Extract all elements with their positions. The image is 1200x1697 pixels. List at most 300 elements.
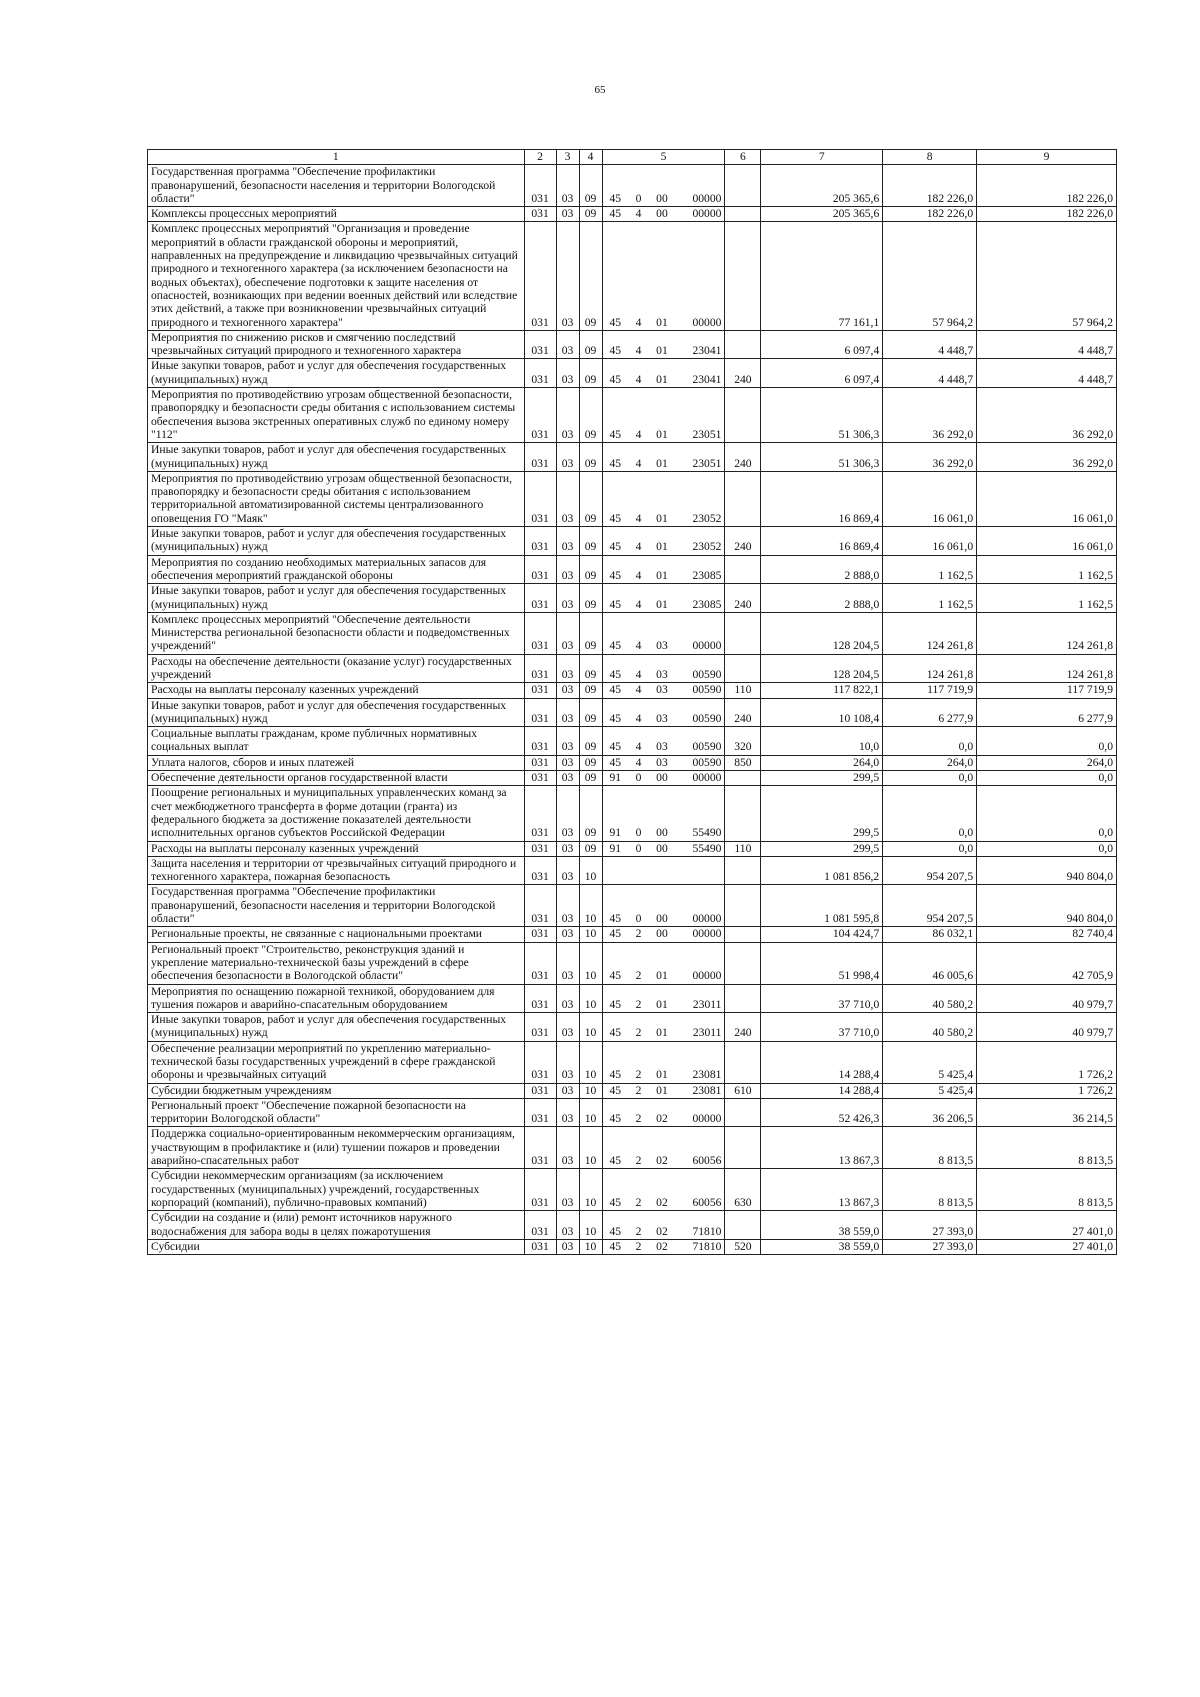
header-cell: 2 [524,150,556,165]
expense-type-code [725,330,761,359]
value-col7: 299,5 [761,841,883,856]
structure-code: 03 [649,654,675,683]
structure-code: 01 [649,443,675,472]
row-name: Мероприятия по противодействию угрозам общественной безопасности, правопорядку и безопасности среды обитания с использованием системы обеспечения вызова экстренных оперативных служб по единому номеру "112" [148,388,525,443]
subsection-code: 10 [579,1013,602,1042]
structure-code: 00 [649,927,675,942]
program-code: 45 [602,942,628,984]
expense-type-code: 320 [725,727,761,756]
value-col8: 182 226,0 [883,165,977,207]
section-code: 03 [556,927,579,942]
row-name: Расходы на выплаты персоналу казенных учреждений [148,841,525,856]
table-row [148,222,1117,330]
grbs-code: 031 [524,222,556,330]
grbs-code: 031 [524,856,556,885]
value-col8: 954 207,5 [883,885,977,927]
value-col8: 36 292,0 [883,388,977,443]
row-name: Иные закупки товаров, работ и услуг для обеспечения государственных (муниципальных) нужд [148,443,525,472]
value-col9: 124 261,8 [977,654,1117,683]
program-code: 45 [602,207,628,222]
subprogram-code: 0 [628,165,649,207]
row-name: Субсидии на создание и (или) ремонт источников наружного водоснабжения для забора воды в целях пожаротушения [148,1211,525,1240]
table-row [148,683,1117,698]
structure-code: 01 [649,527,675,556]
subsection-code: 10 [579,1098,602,1127]
expense-type-code: 850 [725,755,761,770]
value-col8: 1 162,5 [883,555,977,584]
section-code: 03 [556,683,579,698]
value-col9: 4 448,7 [977,330,1117,359]
structure-code: 01 [649,359,675,388]
expense-type-code: 240 [725,443,761,472]
value-col8: 16 061,0 [883,471,977,526]
direction-code: 71810 [675,1211,725,1240]
program-code: 45 [602,584,628,613]
structure-code: 01 [649,555,675,584]
program-code: 45 [602,527,628,556]
subsection-code: 09 [579,786,602,841]
value-col7: 37 710,0 [761,984,883,1013]
section-code: 03 [556,942,579,984]
expense-type-code: 240 [725,1013,761,1042]
value-col9: 40 979,7 [977,1013,1117,1042]
value-col8: 27 393,0 [883,1239,977,1254]
grbs-code: 031 [524,555,556,584]
value-col7: 37 710,0 [761,1013,883,1042]
table-row [148,471,1117,526]
value-col9: 36 214,5 [977,1098,1117,1127]
subprogram-code: 4 [628,443,649,472]
value-col9: 27 401,0 [977,1211,1117,1240]
subsection-code: 09 [579,683,602,698]
row-name: Региональные проекты, не связанные с национальными проектами [148,927,525,942]
subsection-code: 10 [579,1041,602,1083]
value-col8: 4 448,7 [883,330,977,359]
grbs-code: 031 [524,1211,556,1240]
row-name: Обеспечение деятельности органов государственной власти [148,771,525,786]
structure-code: 02 [649,1239,675,1254]
direction-code: 23011 [675,984,725,1013]
subsection-code: 10 [579,1127,602,1169]
direction-code: 00000 [675,165,725,207]
section-code: 03 [556,1098,579,1127]
structure-code: 01 [649,942,675,984]
row-name: Расходы на выплаты персоналу казенных учреждений [148,683,525,698]
table-row [148,1098,1117,1127]
direction-code: 23081 [675,1083,725,1098]
value-col9: 8 813,5 [977,1127,1117,1169]
direction-code: 23011 [675,1013,725,1042]
program-code: 45 [602,1169,628,1211]
page-number: 65 [594,84,606,96]
program-code: 45 [602,727,628,756]
program-code: 91 [602,841,628,856]
direction-code: 00000 [675,207,725,222]
header-cell: 6 [725,150,761,165]
expense-type-code [725,1041,761,1083]
value-col9: 1 726,2 [977,1041,1117,1083]
value-col7: 38 559,0 [761,1211,883,1240]
grbs-code: 031 [524,388,556,443]
section-code: 03 [556,612,579,654]
value-col7: 104 424,7 [761,927,883,942]
structure-code: 03 [649,683,675,698]
row-name: Иные закупки товаров, работ и услуг для обеспечения государственных (муниципальных) нужд [148,584,525,613]
expense-type-code: 110 [725,683,761,698]
grbs-code: 031 [524,942,556,984]
value-col9: 0,0 [977,727,1117,756]
value-col8: 57 964,2 [883,222,977,330]
subprogram-code: 2 [628,1169,649,1211]
section-code: 03 [556,786,579,841]
subprogram-code: 0 [628,841,649,856]
direction-code: 60056 [675,1169,725,1211]
grbs-code: 031 [524,786,556,841]
grbs-code: 031 [524,330,556,359]
subsection-code: 09 [579,359,602,388]
value-col9: 264,0 [977,755,1117,770]
row-name: Комплекс процессных мероприятий "Обеспечение деятельности Министерства региональной безопасности области и подведомственных учреждений" [148,612,525,654]
subsection-code: 09 [579,165,602,207]
subsection-code: 09 [579,771,602,786]
table-row [148,654,1117,683]
subprogram-code: 4 [628,222,649,330]
value-col7: 2 888,0 [761,555,883,584]
direction-code: 00590 [675,755,725,770]
section-code: 03 [556,654,579,683]
subprogram-code: 4 [628,207,649,222]
structure-code: 02 [649,1098,675,1127]
expense-type-code [725,165,761,207]
program-code: 45 [602,1098,628,1127]
value-col7: 205 365,6 [761,165,883,207]
value-col8: 16 061,0 [883,527,977,556]
grbs-code: 031 [524,527,556,556]
value-col8: 0,0 [883,841,977,856]
subsection-code: 09 [579,698,602,727]
table-row [148,527,1117,556]
subprogram-code: 2 [628,1013,649,1042]
table-row [148,927,1117,942]
program-code [602,856,628,885]
value-col7: 299,5 [761,771,883,786]
table-row [148,885,1117,927]
section-code: 03 [556,1127,579,1169]
row-name: Иные закупки товаров, работ и услуг для обеспечения государственных (муниципальных) нужд [148,1013,525,1042]
program-code: 45 [602,330,628,359]
program-code: 45 [602,984,628,1013]
value-col8: 40 580,2 [883,984,977,1013]
grbs-code: 031 [524,683,556,698]
subprogram-code: 4 [628,698,649,727]
expense-type-code [725,654,761,683]
subprogram-code: 4 [628,359,649,388]
section-code: 03 [556,1169,579,1211]
grbs-code: 031 [524,612,556,654]
section-code: 03 [556,1211,579,1240]
grbs-code: 031 [524,207,556,222]
subprogram-code: 4 [628,727,649,756]
subsection-code: 09 [579,841,602,856]
subsection-code: 09 [579,207,602,222]
section-code: 03 [556,388,579,443]
value-col7: 14 288,4 [761,1083,883,1098]
header-cell: 4 [579,150,602,165]
value-col7: 205 365,6 [761,207,883,222]
subprogram-code: 4 [628,683,649,698]
subsection-code: 10 [579,1083,602,1098]
value-col7: 13 867,3 [761,1169,883,1211]
value-col8: 46 005,6 [883,942,977,984]
subsection-code: 09 [579,584,602,613]
section-code: 03 [556,359,579,388]
value-col8: 124 261,8 [883,654,977,683]
structure-code: 01 [649,584,675,613]
section-code: 03 [556,443,579,472]
header-cell: 1 [148,150,525,165]
subprogram-code: 2 [628,1211,649,1240]
subsection-code: 09 [579,471,602,526]
structure-code: 02 [649,1169,675,1211]
expense-type-code [725,207,761,222]
subprogram-code: 2 [628,984,649,1013]
structure-code: 01 [649,1083,675,1098]
grbs-code: 031 [524,443,556,472]
subprogram-code: 0 [628,885,649,927]
grbs-code: 031 [524,727,556,756]
program-code: 45 [602,471,628,526]
direction-code: 00000 [675,222,725,330]
section-code: 03 [556,727,579,756]
expense-type-code [725,1127,761,1169]
value-col8: 8 813,5 [883,1169,977,1211]
direction-code: 71810 [675,1239,725,1254]
expense-type-code [725,388,761,443]
subsection-code: 09 [579,443,602,472]
structure-code: 00 [649,885,675,927]
section-code: 03 [556,222,579,330]
structure-code: 03 [649,727,675,756]
expense-type-code: 610 [725,1083,761,1098]
grbs-code: 031 [524,698,556,727]
value-col8: 5 425,4 [883,1083,977,1098]
program-code: 45 [602,612,628,654]
value-col8: 0,0 [883,771,977,786]
row-name: Мероприятия по противодействию угрозам общественной безопасности, правопорядку и безопасности среды обитания с использованием территориальной автоматизированной системы централизованного оповещения ГО "Маяк" [148,471,525,526]
value-col9: 0,0 [977,841,1117,856]
subprogram-code: 4 [628,654,649,683]
value-col8: 40 580,2 [883,1013,977,1042]
subprogram-code: 4 [628,527,649,556]
row-name: Иные закупки товаров, работ и услуг для обеспечения государственных (муниципальных) нужд [148,698,525,727]
row-name: Мероприятия по созданию необходимых материальных запасов для обеспечения мероприятий гражданской обороны [148,555,525,584]
subprogram-code: 2 [628,942,649,984]
grbs-code: 031 [524,359,556,388]
value-col9: 182 226,0 [977,207,1117,222]
program-code: 45 [602,885,628,927]
expense-type-code [725,942,761,984]
direction-code [675,856,725,885]
value-col8: 124 261,8 [883,612,977,654]
structure-code: 00 [649,771,675,786]
value-col9: 182 226,0 [977,165,1117,207]
program-code: 45 [602,698,628,727]
expense-type-code: 630 [725,1169,761,1211]
row-name: Государственная программа "Обеспечение профилактики правонарушений, безопасности населения и территории Вологодской области" [148,885,525,927]
structure-code: 02 [649,1127,675,1169]
value-col8: 264,0 [883,755,977,770]
direction-code: 23041 [675,359,725,388]
section-code: 03 [556,165,579,207]
program-code: 45 [602,683,628,698]
section-code: 03 [556,771,579,786]
row-name: Региональный проект "Обеспечение пожарной безопасности на территории Вологодской области" [148,1098,525,1127]
subsection-code: 09 [579,555,602,584]
value-col9: 16 061,0 [977,471,1117,526]
table-row [148,612,1117,654]
table-row [148,755,1117,770]
value-col7: 10,0 [761,727,883,756]
table-row [148,727,1117,756]
value-col7: 52 426,3 [761,1098,883,1127]
value-col7: 1 081 595,8 [761,885,883,927]
value-col8: 6 277,9 [883,698,977,727]
row-name: Мероприятия по снижению рисков и смягчению последствий чрезвычайных ситуаций природного и техногенного характера [148,330,525,359]
section-code: 03 [556,698,579,727]
section-code: 03 [556,1083,579,1098]
direction-code: 00590 [675,654,725,683]
subsection-code: 10 [579,885,602,927]
expense-type-code [725,786,761,841]
subsection-code: 10 [579,984,602,1013]
value-col8: 5 425,4 [883,1041,977,1083]
row-name: Субсидии бюджетным учреждениям [148,1083,525,1098]
table-row [148,856,1117,885]
expense-type-code [725,984,761,1013]
table-row [148,1169,1117,1211]
direction-code: 23085 [675,584,725,613]
row-name: Мероприятия по оснащению пожарной техникой, оборудованием для тушения пожаров и аварийно-спасательным оборудованием [148,984,525,1013]
subprogram-code: 4 [628,755,649,770]
structure-code: 01 [649,388,675,443]
direction-code: 00590 [675,683,725,698]
header-cell: 7 [761,150,883,165]
value-col9: 42 705,9 [977,942,1117,984]
table-row [148,984,1117,1013]
structure-code: 01 [649,330,675,359]
value-col9: 82 740,4 [977,927,1117,942]
table-row [148,388,1117,443]
direction-code: 55490 [675,841,725,856]
direction-code: 23041 [675,330,725,359]
value-col9: 57 964,2 [977,222,1117,330]
row-name: Иные закупки товаров, работ и услуг для обеспечения государственных (муниципальных) нужд [148,359,525,388]
section-code: 03 [556,1013,579,1042]
subprogram-code: 4 [628,388,649,443]
value-col9: 0,0 [977,771,1117,786]
subsection-code: 09 [579,222,602,330]
subprogram-code: 4 [628,330,649,359]
structure-code: 00 [649,786,675,841]
section-code: 03 [556,555,579,584]
expense-type-code [725,1211,761,1240]
row-name: Государственная программа "Обеспечение профилактики правонарушений, безопасности населения и территории Вологодской области" [148,165,525,207]
structure-code: 01 [649,1013,675,1042]
value-col9: 6 277,9 [977,698,1117,727]
value-col8: 0,0 [883,727,977,756]
table-row [148,1041,1117,1083]
row-name: Комплексы процессных мероприятий [148,207,525,222]
grbs-code: 031 [524,771,556,786]
value-col7: 16 869,4 [761,471,883,526]
section-code: 03 [556,841,579,856]
header-cell: 8 [883,150,977,165]
value-col7: 128 204,5 [761,654,883,683]
table-row [148,1013,1117,1042]
section-code: 03 [556,584,579,613]
table-row [148,1239,1117,1254]
program-code: 45 [602,222,628,330]
grbs-code: 031 [524,841,556,856]
row-name: Комплекс процессных мероприятий "Организация и проведение мероприятий в области гражданской обороны и мероприятий, направленных на предупреждение и ликвидацию чрезвычайных ситуаций природного и техногенного характера (за исключением безопасности на водных объектах), обеспечение подготовки к защите населения от опасностей, возникающих при ведении военных действий или вследствие этих действий, а также при возникновении чрезвычайных ситуаций природного и техногенного характера" [148,222,525,330]
section-code: 03 [556,1041,579,1083]
value-col9: 940 804,0 [977,885,1117,927]
table-row [148,207,1117,222]
row-name: Иные закупки товаров, работ и услуг для обеспечения государственных (муниципальных) нужд [148,527,525,556]
row-name: Субсидии [148,1239,525,1254]
value-col7: 6 097,4 [761,359,883,388]
value-col7: 264,0 [761,755,883,770]
value-col7: 51 306,3 [761,388,883,443]
budget-table [147,149,1117,1255]
subsection-code: 09 [579,755,602,770]
subprogram-code: 2 [628,1041,649,1083]
subprogram-code: 4 [628,471,649,526]
subsection-code: 09 [579,654,602,683]
value-col7: 128 204,5 [761,612,883,654]
header-cell: 9 [977,150,1117,165]
grbs-code: 031 [524,1239,556,1254]
program-code: 45 [602,1211,628,1240]
subprogram-code: 4 [628,584,649,613]
table-row [148,359,1117,388]
program-code: 45 [602,165,628,207]
expense-type-code: 240 [725,584,761,613]
expense-type-code [725,612,761,654]
value-col9: 4 448,7 [977,359,1117,388]
program-code: 45 [602,359,628,388]
subsection-code: 09 [579,527,602,556]
expense-type-code [725,771,761,786]
section-code: 03 [556,856,579,885]
expense-type-code [725,222,761,330]
value-col9: 940 804,0 [977,856,1117,885]
value-col9: 1 726,2 [977,1083,1117,1098]
subprogram-code: 2 [628,1127,649,1169]
value-col9: 124 261,8 [977,612,1117,654]
table-row [148,1083,1117,1098]
section-code: 03 [556,984,579,1013]
table-row [148,165,1117,207]
row-name: Расходы на обеспечение деятельности (оказание услуг) государственных учреждений [148,654,525,683]
expense-type-code [725,471,761,526]
direction-code: 55490 [675,786,725,841]
grbs-code: 031 [524,584,556,613]
value-col7: 2 888,0 [761,584,883,613]
header-row [148,150,1117,165]
subsection-code: 10 [579,1239,602,1254]
value-col9: 40 979,7 [977,984,1117,1013]
